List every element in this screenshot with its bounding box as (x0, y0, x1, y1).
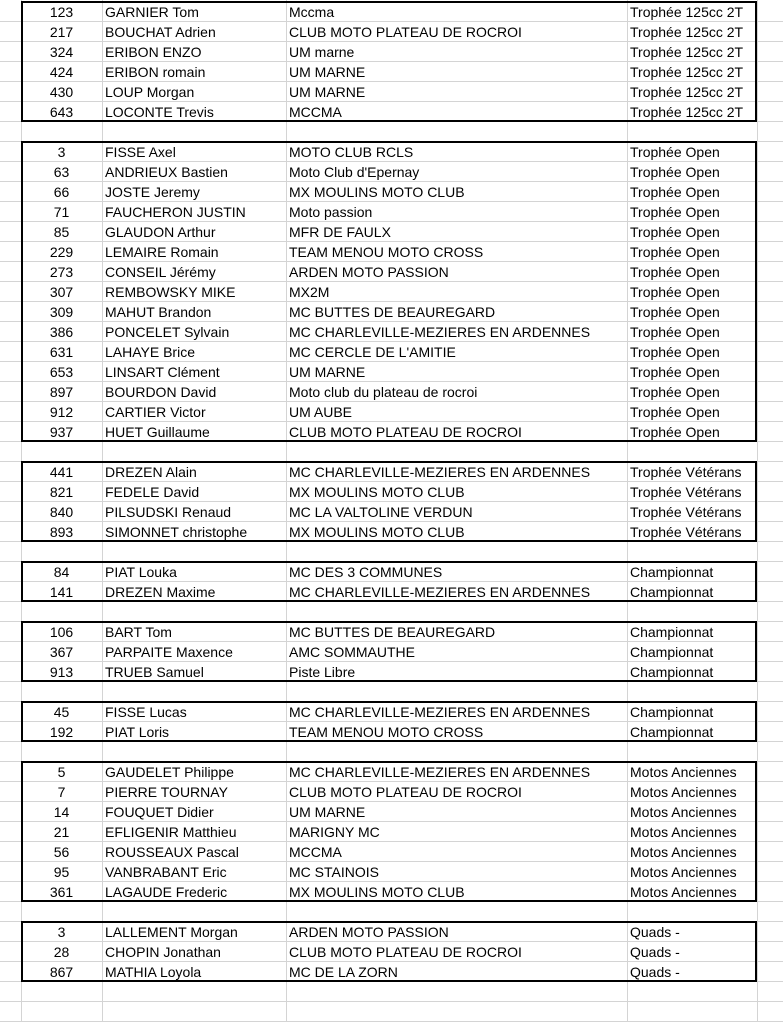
club-cell[interactable]: TEAM MENOU MOTO CROSS (289, 244, 484, 260)
club-cell[interactable]: MC BUTTES DE BEAUREGARD (289, 624, 496, 640)
bib-number-cell[interactable]: 5 (57, 764, 66, 780)
category-cell[interactable]: Trophée 125cc 2T (630, 44, 744, 60)
rider-name-cell[interactable]: FAUCHERON JUSTIN (105, 204, 246, 220)
bib-number-cell[interactable]: 821 (49, 484, 74, 500)
bib-number-cell[interactable]: 643 (49, 104, 74, 120)
rider-name-cell[interactable]: GARNIER Tom (105, 4, 199, 20)
category-cell[interactable]: Motos Anciennes (630, 824, 737, 840)
bib-number-cell[interactable]: 867 (49, 964, 74, 980)
bib-number-cell[interactable]: 913 (49, 664, 74, 680)
bib-number-cell[interactable]: 430 (49, 84, 74, 100)
bib-number-cell[interactable]: 324 (49, 44, 74, 60)
bib-number-cell[interactable]: 56 (53, 844, 70, 860)
category-cell[interactable]: Trophée Open (630, 384, 720, 400)
club-cell[interactable]: MCCMA (289, 104, 342, 120)
category-cell[interactable]: Trophée Open (630, 184, 720, 200)
bib-number-cell[interactable]: 141 (49, 584, 74, 600)
club-cell[interactable]: MC DE LA ZORN (289, 964, 398, 980)
category-cell[interactable]: Trophée Open (630, 364, 720, 380)
rider-name-cell[interactable]: LEMAIRE Romain (105, 244, 219, 260)
category-cell[interactable]: Quads - (630, 964, 680, 980)
rider-name-cell[interactable]: PIAT Louka (105, 564, 177, 580)
category-cell[interactable]: Championnat (630, 624, 714, 640)
bib-number-cell[interactable]: 893 (49, 524, 74, 540)
grid-row-line (0, 1001, 783, 1002)
category-cell[interactable]: Trophée Open (630, 144, 720, 160)
club-cell[interactable]: CLUB MOTO PLATEAU DE ROCROI (289, 24, 522, 40)
club-cell[interactable]: Moto club du plateau de rocroi (289, 384, 478, 400)
club-cell[interactable]: Moto Club d'Epernay (289, 164, 420, 180)
rider-name-cell[interactable]: ROUSSEAUX Pascal (105, 844, 239, 860)
bib-number-cell[interactable]: 21 (53, 824, 70, 840)
club-cell[interactable]: Piste Libre (289, 664, 356, 680)
club-cell[interactable]: UM MARNE (289, 364, 366, 380)
rider-name-cell[interactable]: LINSART Clément (105, 364, 220, 380)
rider-name-cell[interactable]: PIERRE TOURNAY (105, 784, 228, 800)
category-cell[interactable]: Motos Anciennes (630, 784, 737, 800)
club-cell[interactable]: MC CHARLEVILLE-MEZIERES EN ARDENNES (289, 464, 591, 480)
rider-name-cell[interactable]: CHOPIN Jonathan (105, 944, 221, 960)
rider-name-cell[interactable]: VANBRABANT Eric (105, 864, 227, 880)
category-cell[interactable]: Championnat (630, 584, 714, 600)
category-cell[interactable]: Trophée Open (630, 244, 720, 260)
category-cell[interactable]: Championnat (630, 664, 714, 680)
bib-number-cell[interactable]: 631 (49, 344, 74, 360)
category-cell[interactable]: Trophée Open (630, 284, 720, 300)
category-cell[interactable]: Championnat (630, 644, 714, 660)
rider-name-cell[interactable]: SIMONNET christophe (105, 524, 248, 540)
bib-number-cell[interactable]: 14 (53, 804, 70, 820)
category-cell[interactable]: Trophée 125cc 2T (630, 24, 744, 40)
club-cell[interactable]: CLUB MOTO PLATEAU DE ROCROI (289, 424, 522, 440)
bib-number-cell[interactable]: 28 (53, 944, 70, 960)
category-cell[interactable]: Motos Anciennes (630, 804, 737, 820)
bib-number-cell[interactable]: 441 (49, 464, 74, 480)
rider-name-cell[interactable]: JOSTE Jeremy (105, 184, 200, 200)
category-cell[interactable]: Trophée 125cc 2T (630, 64, 744, 80)
rider-name-cell[interactable]: MATHIA Loyola (105, 964, 202, 980)
club-cell[interactable]: MOTO CLUB RCLS (289, 144, 414, 160)
category-cell[interactable]: Motos Anciennes (630, 884, 737, 900)
club-cell[interactable]: MC DES 3 COMMUNES (289, 564, 443, 580)
category-cell[interactable]: Trophée Open (630, 344, 720, 360)
bib-number-cell[interactable]: 3 (57, 924, 66, 940)
bib-number-cell[interactable]: 386 (49, 324, 74, 340)
bib-number-cell[interactable]: 63 (53, 164, 70, 180)
club-cell[interactable]: UM MARNE (289, 804, 366, 820)
rider-name-cell[interactable]: LAHAYE Brice (105, 344, 195, 360)
rider-name-cell[interactable]: DREZEN Maxime (105, 584, 216, 600)
club-cell[interactable]: MX MOULINS MOTO CLUB (289, 524, 465, 540)
club-cell[interactable]: AMC SOMMAUTHE (289, 644, 415, 660)
bib-number-cell[interactable]: 653 (49, 364, 74, 380)
bib-number-cell[interactable]: 937 (49, 424, 74, 440)
club-cell[interactable]: MC CHARLEVILLE-MEZIERES EN ARDENNES (289, 584, 591, 600)
category-cell[interactable]: Quads - (630, 944, 680, 960)
category-cell[interactable]: Trophée 125cc 2T (630, 104, 744, 120)
club-cell[interactable]: MC CHARLEVILLE-MEZIERES EN ARDENNES (289, 704, 591, 720)
rider-name-cell[interactable]: REMBOWSKY MIKE (105, 284, 236, 300)
club-cell[interactable]: TEAM MENOU MOTO CROSS (289, 724, 484, 740)
club-cell[interactable]: MFR DE FAULX (289, 224, 391, 240)
bib-number-cell[interactable]: 85 (53, 224, 70, 240)
club-cell[interactable]: ARDEN MOTO PASSION (289, 924, 449, 940)
rider-name-cell[interactable]: LOCONTE Trevis (105, 104, 214, 120)
club-cell[interactable]: UM MARNE (289, 84, 366, 100)
rider-name-cell[interactable]: DREZEN Alain (105, 464, 197, 480)
bib-number-cell[interactable]: 3 (57, 144, 66, 160)
category-cell[interactable]: Motos Anciennes (630, 844, 737, 860)
category-cell[interactable]: Trophée Open (630, 404, 720, 420)
category-cell[interactable]: Trophée 125cc 2T (630, 4, 744, 20)
bib-number-cell[interactable]: 897 (49, 384, 74, 400)
category-cell[interactable]: Trophée 125cc 2T (630, 84, 744, 100)
bib-number-cell[interactable]: 106 (49, 624, 74, 640)
rider-name-cell[interactable]: TRUEB Samuel (105, 664, 204, 680)
bib-number-cell[interactable]: 66 (53, 184, 70, 200)
club-cell[interactable]: MX MOULINS MOTO CLUB (289, 884, 465, 900)
bib-number-cell[interactable]: 840 (49, 504, 74, 520)
rider-name-cell[interactable]: PONCELET Sylvain (105, 324, 230, 340)
category-cell[interactable]: Trophée Open (630, 204, 720, 220)
bib-number-cell[interactable]: 217 (49, 24, 74, 40)
category-cell[interactable]: Trophée Open (630, 224, 720, 240)
rider-name-cell[interactable]: LAGAUDE Frederic (105, 884, 228, 900)
rider-name-cell[interactable]: ERIBON romain (105, 64, 206, 80)
grid-column-line (757, 0, 758, 1022)
category-cell[interactable]: Motos Anciennes (630, 864, 737, 880)
bib-number-cell[interactable]: 273 (49, 264, 74, 280)
rider-name-cell[interactable]: BOURDON David (105, 384, 217, 400)
rider-name-cell[interactable]: BART Tom (105, 624, 172, 640)
rider-name-cell[interactable]: PARPAITE Maxence (105, 644, 233, 660)
bib-number-cell[interactable]: 309 (49, 304, 74, 320)
rider-name-cell[interactable]: BOUCHAT Adrien (105, 24, 216, 40)
club-cell[interactable]: MX MOULINS MOTO CLUB (289, 484, 465, 500)
category-cell[interactable]: Motos Anciennes (630, 764, 737, 780)
category-cell[interactable]: Trophée Open (630, 264, 720, 280)
rider-name-cell[interactable]: EFLIGENIR Matthieu (105, 824, 237, 840)
bib-number-cell[interactable]: 307 (49, 284, 74, 300)
rider-name-cell[interactable]: FISSE Axel (105, 144, 176, 160)
category-cell[interactable]: Trophée Open (630, 424, 720, 440)
bib-number-cell[interactable]: 192 (49, 724, 74, 740)
club-cell[interactable]: UM MARNE (289, 64, 366, 80)
rider-name-cell[interactable]: GLAUDON Arthur (105, 224, 216, 240)
bib-number-cell[interactable]: 71 (53, 204, 70, 220)
rider-name-cell[interactable]: ERIBON ENZO (105, 44, 202, 60)
rider-name-cell[interactable]: PILSUDSKI Renaud (105, 504, 232, 520)
club-cell[interactable]: MC CERCLE DE L'AMITIE (289, 344, 456, 360)
category-cell[interactable]: Trophée Open (630, 164, 720, 180)
category-cell[interactable]: Trophée Vétérans (630, 504, 742, 520)
bib-number-cell[interactable]: 95 (53, 864, 70, 880)
rider-name-cell[interactable]: GAUDELET Philippe (105, 764, 234, 780)
club-cell[interactable]: MC BUTTES DE BEAUREGARD (289, 304, 496, 320)
club-cell[interactable]: MC CHARLEVILLE-MEZIERES EN ARDENNES (289, 324, 591, 340)
club-cell[interactable]: Mccma (289, 4, 335, 20)
club-cell[interactable]: Moto passion (289, 204, 373, 220)
category-cell[interactable]: Championnat (630, 704, 714, 720)
club-cell[interactable]: UM AUBE (289, 404, 353, 420)
category-cell[interactable]: Quads - (630, 924, 680, 940)
rider-name-cell[interactable]: PIAT Loris (105, 724, 170, 740)
rider-name-cell[interactable]: CONSEIL Jérémy (105, 264, 216, 280)
rider-name-cell[interactable]: HUET Guillaume (105, 424, 210, 440)
rider-name-cell[interactable]: FEDELE David (105, 484, 200, 500)
bib-number-cell[interactable]: 361 (49, 884, 74, 900)
bib-number-cell[interactable]: 84 (53, 564, 70, 580)
rider-name-cell[interactable]: FOUQUET Didier (105, 804, 214, 820)
category-cell[interactable]: Trophée Open (630, 304, 720, 320)
club-cell[interactable]: CLUB MOTO PLATEAU DE ROCROI (289, 944, 522, 960)
club-cell[interactable]: UM marne (289, 44, 355, 60)
bib-number-cell[interactable]: 45 (53, 704, 70, 720)
rider-name-cell[interactable]: FISSE Lucas (105, 704, 187, 720)
club-cell[interactable]: CLUB MOTO PLATEAU DE ROCROI (289, 784, 522, 800)
category-cell[interactable]: Trophée Vétérans (630, 484, 742, 500)
bib-number-cell[interactable]: 424 (49, 64, 74, 80)
category-cell[interactable]: Championnat (630, 564, 714, 580)
club-cell[interactable]: MX2M (289, 284, 330, 300)
bib-number-cell[interactable]: 123 (49, 4, 74, 20)
club-cell[interactable]: MC STAINOIS (289, 864, 379, 880)
rider-name-cell[interactable]: CARTIER Victor (105, 404, 206, 420)
club-cell[interactable]: ARDEN MOTO PASSION (289, 264, 449, 280)
rider-name-cell[interactable]: LALLEMENT Morgan (105, 924, 238, 940)
bib-number-cell[interactable]: 229 (49, 244, 74, 260)
club-cell[interactable]: MC CHARLEVILLE-MEZIERES EN ARDENNES (289, 764, 591, 780)
rider-name-cell[interactable]: LOUP Morgan (105, 84, 195, 100)
rider-name-cell[interactable]: MAHUT Brandon (105, 304, 212, 320)
club-cell[interactable]: MCCMA (289, 844, 342, 860)
category-cell[interactable]: Trophée Open (630, 324, 720, 340)
club-cell[interactable]: MC LA VALTOLINE VERDUN (289, 504, 473, 520)
category-cell[interactable]: Trophée Vétérans (630, 464, 742, 480)
bib-number-cell[interactable]: 912 (49, 404, 74, 420)
category-cell[interactable]: Championnat (630, 724, 714, 740)
rider-name-cell[interactable]: ANDRIEUX Bastien (105, 164, 228, 180)
bib-number-cell[interactable]: 367 (49, 644, 74, 660)
category-cell[interactable]: Trophée Vétérans (630, 524, 742, 540)
club-cell[interactable]: MX MOULINS MOTO CLUB (289, 184, 465, 200)
club-cell[interactable]: MARIGNY MC (289, 824, 380, 840)
bib-number-cell[interactable]: 7 (57, 784, 66, 800)
